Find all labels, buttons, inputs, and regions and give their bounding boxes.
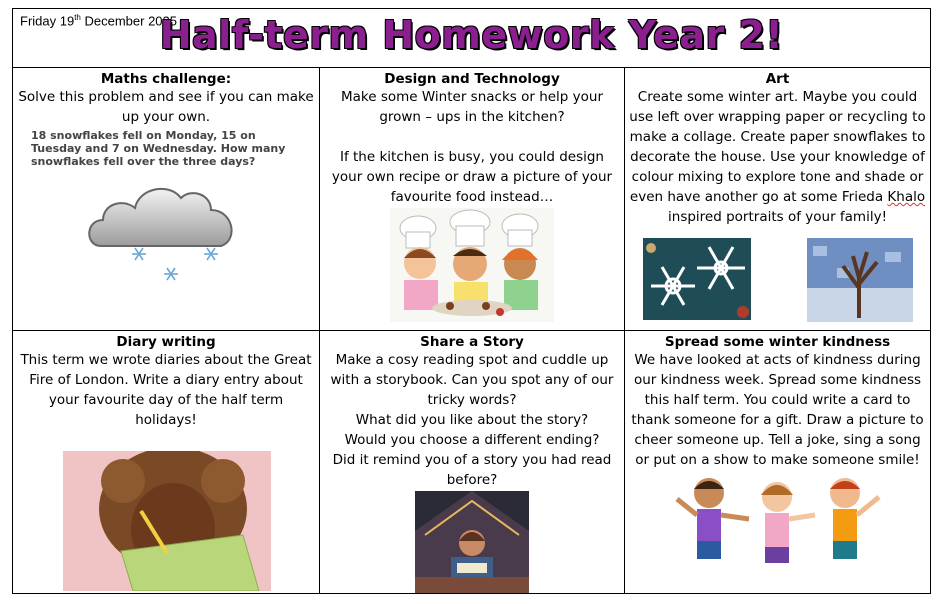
art-title: Art [765, 71, 790, 87]
diary-title: Diary writing [116, 334, 216, 350]
maths-text: Solve this problem and see if you can make up your own. [18, 89, 314, 125]
diary-text: This term we wrote diaries about the Great Fire of London. Write a diary entry about your favourite day of the half term holidays! [20, 352, 312, 428]
dt-text-1: Make some Winter snacks or help your grown – ups in the kitchen? [340, 89, 604, 125]
dt-title: Design and Technology [384, 71, 560, 87]
paper-snowflakes-picture [643, 238, 751, 320]
story-text-3: Would you choose a different ending? [344, 432, 600, 448]
snow-cloud-icon [83, 168, 243, 288]
date-label: Friday 19th December 2025 [20, 13, 177, 29]
kindness-text: We have looked at acts of kindness during our kindness week. Spread some kindness this half term. You could write a card to thank someone for a gift. Draw a picture to cheer someone up. Tell a joke, sing a song or put on a show to make someone smile! [631, 352, 924, 468]
winter-tree-collage-picture [807, 238, 913, 322]
dancing-children-picture [665, 471, 889, 583]
homework-grid [12, 8, 931, 594]
story-cell [320, 331, 625, 594]
homework-sheet [12, 8, 930, 598]
maths-problem: 18 snowflakes fell on Monday, 15 on Tuesday and 7 on Wednesday. How many snowflakes fell over the three days? [31, 129, 286, 168]
story-text-4: Did it remind you of a story you had read before? [332, 452, 612, 488]
story-text-2: What did you like about the story? [355, 412, 589, 428]
kindness-title: Spread some winter kindness [664, 334, 891, 350]
art-text: Create some winter art. Maybe you could use left over wrapping paper or recycling to make a collage. Create paper snowflakes to decorate the house. Use your knowledge of colour mixing to explore tone and shade or even have another go at some Frieda Khalo inspired portraits of your family! [629, 89, 926, 225]
kindness-cell [625, 331, 931, 594]
diary-cell [13, 331, 320, 594]
dt-text-2: If the kitchen is busy, you could design your own recipe or draw a picture of your favourite food instead… [331, 149, 613, 205]
child-chefs-picture [390, 208, 554, 322]
art-cell [625, 68, 931, 331]
header-row [13, 9, 931, 68]
maths-title: Maths challenge: [100, 71, 232, 87]
girl-reading-picture [63, 451, 271, 591]
maths-cell [13, 68, 320, 331]
story-text-1: Make a cosy reading spot and cuddle up with a storybook. Can you spot any of our tricky words? [330, 352, 614, 408]
story-title: Share a Story [420, 334, 524, 350]
child-reading-in-fort-picture [415, 491, 529, 593]
dt-cell [320, 68, 625, 331]
page-title: Half-term Homework Year 2! [159, 13, 784, 57]
